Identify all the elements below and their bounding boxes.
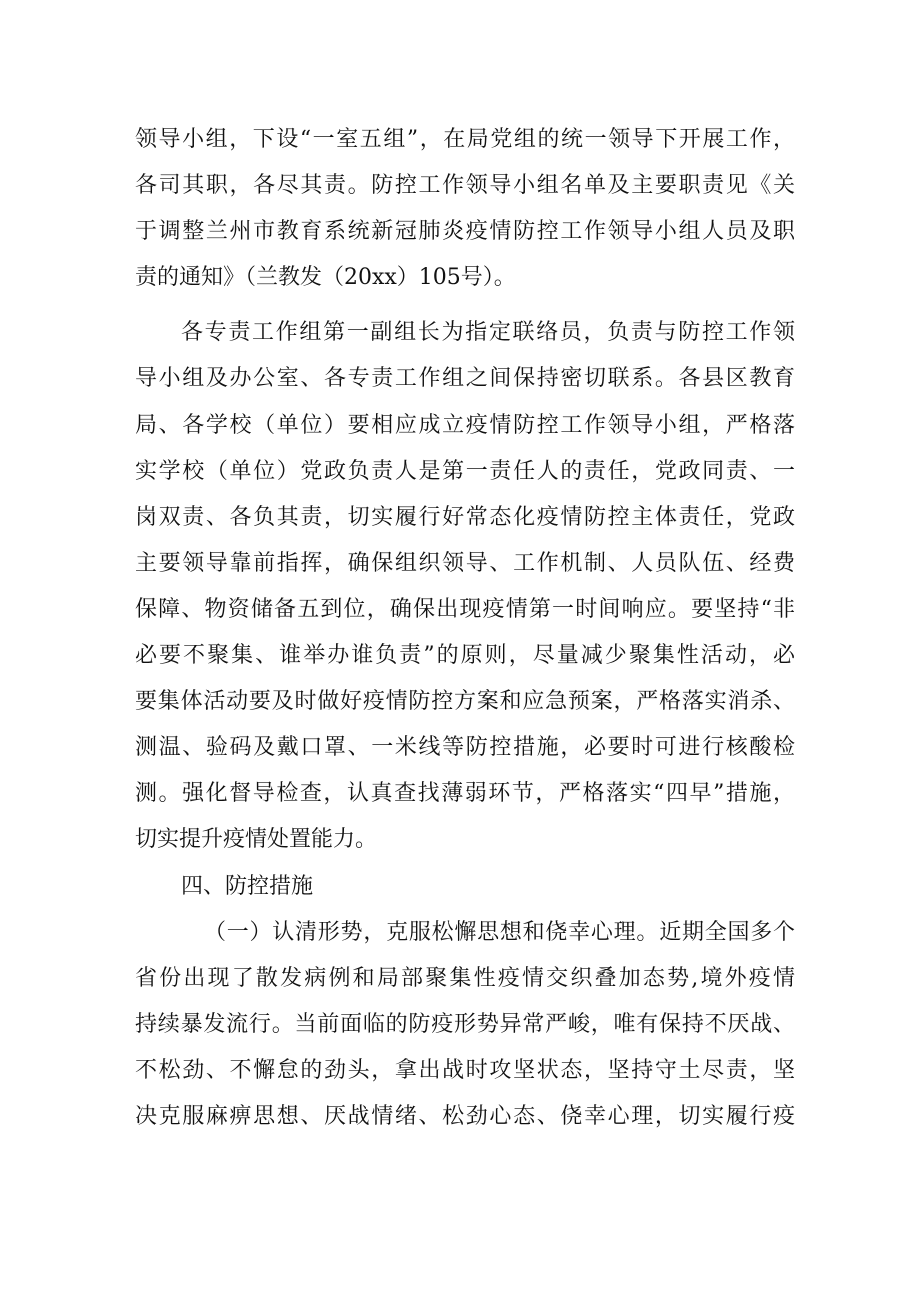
text-line: 导小组及办公室、各专责工作组之间保持密切联系。各县区教育 <box>135 366 795 392</box>
text-line: 测温、验码及戴口罩、一米线等防控措施，必要时可进行核酸检 <box>135 735 795 761</box>
text-line: 保障、物资储备五到位，确保出现疫情第一时间响应。要坚持“非 <box>135 596 795 622</box>
text-line: 主要领导靠前指挥，确保组织领导、工作机制、人员队伍、经费 <box>135 550 795 576</box>
text-line: 要集体活动要及时做好疫情防控方案和应急预案，严格落实消杀、 <box>135 689 795 715</box>
text-line: 持续暴发流行。当前面临的防疫形势异常严峻，唯有保持不厌战、 <box>135 1011 795 1037</box>
paragraph-recognize-situation <box>135 910 795 1140</box>
text-line: （一）认清形势，克服松懈思想和侥幸心理。近期全国多个 <box>204 919 795 945</box>
text-line: 省份出现了散发病例和局部聚集性疫情交织叠加态势,境外疫情 <box>135 965 795 991</box>
text-line: 不松劲、不懈怠的劲头，拿出战时攻坚状态，坚持守土尽责，坚 <box>135 1057 795 1083</box>
text-line: 各专责工作组第一副组长为指定联络员，负责与防控工作领 <box>181 320 795 346</box>
text-line: 测。强化督导检查，认真查找薄弱环节，严格落实“四早”措施， <box>135 781 795 807</box>
paragraph-leadership-group <box>135 117 795 301</box>
paragraph-gap <box>135 301 795 310</box>
text-line: 实学校（单位）党政负责人是第一责任人的责任，党政同责、一 <box>135 458 795 484</box>
text-line: 切实提升疫情处置能力。 <box>135 827 378 853</box>
text-line: 局、各学校（单位）要相应成立疫情防控工作领导小组，严格落 <box>135 412 795 438</box>
text-line: 各司其职，各尽其责。防控工作领导小组名单及主要职责见《关 <box>135 173 795 199</box>
text-line: 领导小组，下设“一室五组”，在局党组的统一领导下开展工作， <box>135 127 795 152</box>
text-line: 决克服麻痹思想、厌战情绪、松劲心态、侥幸心理，切实履行疫 <box>135 1103 795 1129</box>
text-line: 于调整兰州市教育系统新冠肺炎疫情防控工作领导小组人员及职 <box>135 219 795 245</box>
text-line: 责的通知》（兰教发（20xx）105号）。 <box>135 265 516 291</box>
text-line: 必要不聚集、谁举办谁负责”的原则，尽量减少聚集性活动，必 <box>135 643 795 669</box>
paragraph-liaison <box>135 310 795 863</box>
section-heading <box>135 864 795 910</box>
heading-line: 四、防控措施 <box>181 873 314 899</box>
document-body <box>135 117 795 1140</box>
text-line: 岗双责、各负其责，切实履行好常态化疫情防控主体责任，党政 <box>135 504 795 530</box>
